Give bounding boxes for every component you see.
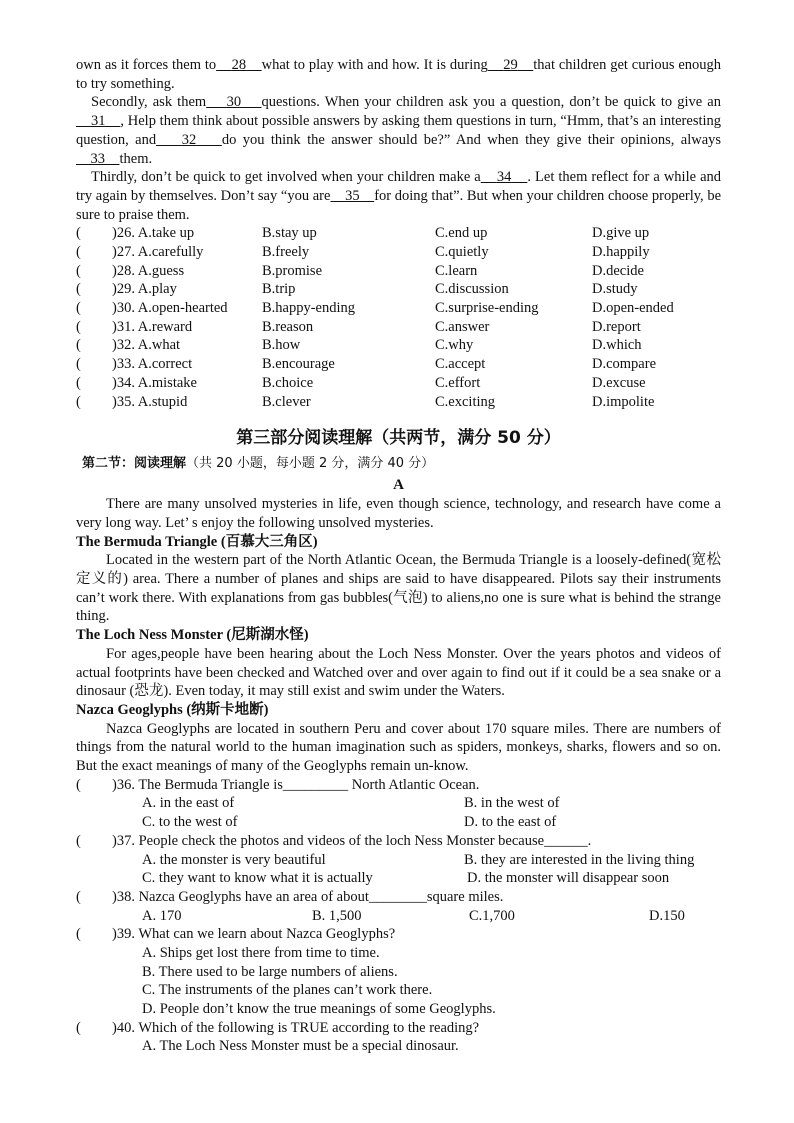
- option-d: D. People don’t know the true meanings of some Geoglyphs.: [142, 1001, 496, 1017]
- option-a: )34. A.mistake: [112, 374, 197, 391]
- option-a: )29. A.play: [112, 281, 177, 298]
- option-b: B.clever: [262, 393, 311, 410]
- cloze-question-30: [76, 299, 721, 318]
- mystery-heading: The Bermuda Triangle (百慕大三角区): [76, 533, 318, 550]
- option-b: B.trip: [262, 281, 296, 298]
- answer-bracket[interactable]: (: [76, 832, 81, 849]
- answer-bracket[interactable]: (: [76, 888, 81, 905]
- option-d: D.give up: [592, 225, 650, 242]
- option-c: C.learn: [435, 262, 478, 279]
- text: them.: [119, 150, 153, 167]
- answer-bracket[interactable]: (: [76, 337, 81, 354]
- blank-32: 32: [181, 131, 197, 148]
- option-b: B. they are interested in the living thing: [464, 851, 695, 868]
- section-title: [82, 453, 721, 475]
- cloze-question-list: [76, 224, 721, 411]
- option-c: C.effort: [435, 374, 481, 391]
- option-c: C.discussion: [435, 281, 509, 298]
- mystery-heading: Nazca Geoglyphs (纳斯卡地断): [76, 701, 269, 718]
- option-b: B.stay up: [262, 225, 317, 242]
- passage-letter: A: [393, 477, 404, 494]
- option-a: )27. A.carefully: [112, 244, 204, 261]
- blank-30: 30: [226, 94, 242, 111]
- cloze-paragraph-3: [76, 168, 721, 224]
- option-d: D.open-ended: [592, 300, 674, 317]
- question-38: [76, 888, 721, 907]
- cloze-question-33: [76, 355, 721, 374]
- option-c: C.exciting: [435, 393, 496, 410]
- option-b: B.how: [262, 337, 301, 354]
- option-b: B.happy-ending: [262, 300, 356, 317]
- option-a: )30. A.open-hearted: [112, 300, 228, 317]
- option-b: B. in the west of: [464, 795, 560, 812]
- passage-intro: There are many unsolved mysteries in life, even though science, technology, and research have come a very long way. Let’ s enjoy the following unsolved mysteries.: [76, 496, 721, 531]
- option-d: D.impolite: [592, 393, 655, 410]
- answer-bracket[interactable]: (: [76, 776, 81, 793]
- answer-bracket[interactable]: (: [76, 244, 81, 261]
- text: do you think the answer should be?” And when they give their opinions, always: [221, 131, 722, 148]
- mystery-heading: The Loch Ness Monster (尼斯湖水怪): [76, 627, 309, 644]
- cloze-question-29: [76, 280, 721, 299]
- part-title: 第三部分阅读理解（共两节，满分 50 分）: [236, 428, 561, 449]
- options-row: [76, 907, 721, 926]
- text: . Let them reflect for a while and try again by themselves. Don’t say “you are: [76, 169, 722, 204]
- options-row: [76, 869, 721, 888]
- option-a: )28. A.guess: [112, 262, 185, 279]
- answer-bracket[interactable]: (: [76, 1019, 81, 1036]
- option-d: D.study: [592, 281, 638, 298]
- section-instructions: （共 20 小题，每小题 2 分，满分 40 分）: [186, 456, 435, 472]
- option-a: A. Ships get lost there from time to time.: [142, 944, 380, 961]
- answer-bracket[interactable]: (: [76, 393, 81, 410]
- option-c: C. The instruments of the planes can’t work there.: [142, 982, 433, 999]
- option-c: C.why: [435, 337, 474, 354]
- option-d: D.excuse: [592, 374, 646, 391]
- question-36: [76, 776, 721, 795]
- option-a: )32. A.what: [112, 337, 181, 354]
- option-d: D.report: [592, 318, 641, 335]
- answer-bracket[interactable]: (: [76, 318, 81, 335]
- option-d: D. the monster will disappear soon: [467, 870, 670, 887]
- cloze-question-35: [76, 393, 721, 412]
- option-a: A. The Loch Ness Monster must be a special dinosaur.: [142, 1038, 459, 1055]
- option-d: D.which: [592, 337, 642, 354]
- option-b: B. There used to be large numbers of aliens.: [142, 963, 398, 980]
- question-stem: )40. Which of the following is TRUE according to the reading?: [112, 1019, 480, 1036]
- option-a: A. in the east of: [142, 795, 235, 812]
- question-37: [76, 832, 721, 851]
- option-a: )26. A.take up: [112, 225, 195, 242]
- option-b: B.freely: [262, 244, 310, 261]
- options-row: [76, 851, 721, 870]
- option-b: B.reason: [262, 318, 314, 335]
- blank-34: 34: [496, 169, 512, 186]
- blank-31: 31: [90, 113, 106, 130]
- option-a: )31. A.reward: [112, 318, 193, 335]
- answer-bracket[interactable]: (: [76, 300, 81, 317]
- option-d: D.150: [649, 907, 685, 924]
- answer-bracket[interactable]: (: [76, 262, 81, 279]
- text: Secondly, ask them: [91, 94, 207, 111]
- cloze-question-27: [76, 243, 721, 262]
- mystery-text: For ages,people have been hearing about the Loch Ness Monster. Over the years photos and videos of actual footprints have been checked and Watched over and over again to find out if it could be a sea snake or a dinosaur (恐龙). Even today, it may still exist and swim under the Waters.: [76, 645, 721, 700]
- question-stem: )37. People check the photos and videos of the loch Ness Monster because______.: [112, 832, 592, 849]
- option-a: )35. A.stupid: [112, 393, 188, 410]
- option-d: D.compare: [592, 356, 657, 373]
- question-stem: )36. The Bermuda Triangle is_________ North Atlantic Ocean.: [112, 776, 480, 793]
- text: Thirdly, don’t be quick to get involved when your children make a: [91, 169, 481, 186]
- option-d: D.decide: [592, 262, 644, 279]
- blank-33: 33: [90, 150, 105, 167]
- question-stem: )38. Nazca Geoglyphs have an area of about________square miles.: [112, 888, 504, 905]
- cloze-paragraph-2: [76, 93, 721, 168]
- cloze-question-34: [76, 374, 721, 393]
- text: , Help them think about possible answers by asking them questions in turn, “Hmm, that’s an interesting question, and: [76, 113, 722, 148]
- option-c: C.surprise-ending: [435, 300, 539, 317]
- option-b: B.promise: [262, 262, 323, 279]
- option-a: A. 170: [142, 907, 182, 924]
- cloze-question-28: [76, 262, 721, 281]
- text: own as it forces them to: [76, 57, 217, 73]
- blank-29: 29: [503, 57, 518, 73]
- option-d: D.happily: [592, 244, 650, 261]
- answer-bracket[interactable]: (: [76, 926, 81, 943]
- question-40: [76, 1019, 721, 1038]
- answer-bracket[interactable]: (: [76, 281, 81, 298]
- blank-28: 28: [231, 57, 247, 73]
- cloze-paragraph-1: [76, 56, 721, 93]
- option-c: C.answer: [435, 318, 490, 335]
- option-c: C. they want to know what it is actually: [142, 870, 373, 887]
- options-row: [76, 813, 721, 832]
- answer-bracket[interactable]: (: [76, 356, 81, 373]
- text: for doing that”. But when your children choose properly, be sure to praise them.: [76, 187, 722, 223]
- cloze-question-31: [76, 318, 721, 337]
- option-a: A. the monster is very beautiful: [142, 851, 326, 868]
- mystery-text: Nazca Geoglyphs are located in southern Peru and cover about 170 square miles. There are numbers of things from the natural world to the human imagination such as spiders, monkeys, sharks, flowers and so on. But the exact meanings of many of the Geoglyphs remain un-know.: [76, 720, 721, 775]
- question-39: [76, 925, 721, 944]
- answer-bracket[interactable]: (: [76, 374, 81, 391]
- exam-page: [76, 56, 721, 1056]
- option-d: D. to the east of: [464, 814, 557, 831]
- blank-35: 35: [345, 187, 360, 204]
- section-label: 第二节：阅读理解: [82, 456, 187, 472]
- text: questions. When your children ask you a question, don’t be quick to give an: [261, 94, 721, 111]
- answer-bracket[interactable]: (: [76, 225, 81, 242]
- text: what to play with and how. It is during: [261, 57, 488, 73]
- cloze-question-32: [76, 336, 721, 355]
- mystery-text: Located in the western part of the North Atlantic Ocean, the Bermuda Triangle is a loosely-defined(宽松定义的) area. There a number of planes and ships are said to have disappeared. Pilots say their instruments can’t work there. With explanations from gas bubbles(气泡) to aliens,no one is sure what is behind the strange thing.: [76, 552, 721, 625]
- option-c: C.quietly: [435, 244, 489, 261]
- options-row: [76, 794, 721, 813]
- option-c: C.accept: [435, 356, 486, 373]
- option-b: B. 1,500: [312, 907, 362, 924]
- option-c: C.1,700: [469, 907, 515, 924]
- option-a: )33. A.correct: [112, 356, 193, 373]
- option-c: C. to the west of: [142, 814, 238, 831]
- option-c: C.end up: [435, 225, 488, 242]
- cloze-question-26: [76, 224, 721, 243]
- text: that children get curious enough to try something.: [76, 57, 722, 92]
- option-b: B.encourage: [262, 356, 335, 373]
- question-stem: )39. What can we learn about Nazca Geoglyphs?: [112, 926, 396, 943]
- option-b: B.choice: [262, 374, 314, 391]
